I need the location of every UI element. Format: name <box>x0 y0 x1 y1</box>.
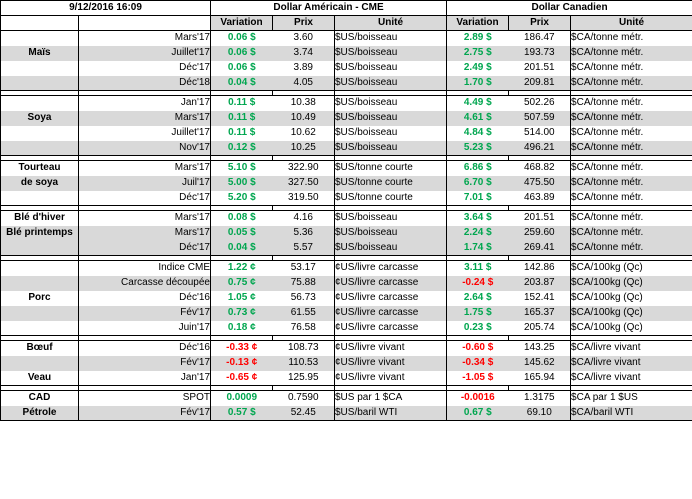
row-variation-cad <box>447 211 509 226</box>
row-variation-usd <box>211 241 273 256</box>
value-positive: 0.23 $ <box>463 321 492 333</box>
table-row <box>1 241 692 256</box>
row-unit-usd: $US/boisseau <box>335 76 447 91</box>
row-variation-cad <box>447 141 509 156</box>
row-price-cad: 145.62 <box>509 356 571 371</box>
row-unit-usd: ¢US/livre vivant <box>335 341 447 356</box>
row-price-cad: 152.41 <box>509 291 571 306</box>
row-variation-cad <box>447 261 509 276</box>
row-price-usd: 319.50 <box>273 191 335 206</box>
row-variation-cad <box>447 406 509 421</box>
row-variation-usd <box>211 356 273 371</box>
value-negative: -0.13 ¢ <box>226 357 258 368</box>
row-contract-term: Indice CME <box>79 261 211 276</box>
value-positive: 1.05 ¢ <box>227 292 256 303</box>
row-variation-cad <box>447 356 509 371</box>
row-price-usd: 10.49 <box>273 111 335 126</box>
row-unit-usd: $US/boisseau <box>335 61 447 76</box>
row-price-usd: 56.73 <box>273 291 335 306</box>
value-positive: 0.05 $ <box>227 227 256 238</box>
row-price-cad: 1.3175 <box>509 391 571 406</box>
row-contract-term: Mars'17 <box>79 226 211 241</box>
row-variation-cad <box>447 341 509 356</box>
row-price-cad: 165.94 <box>509 371 571 386</box>
row-contract-term: Déc'18 <box>79 76 211 91</box>
row-price-usd: 5.57 <box>273 241 335 256</box>
header-spacer-term <box>79 16 211 31</box>
value-positive: 1.74 $ <box>463 241 492 253</box>
row-unit-cad: $CA/tonne métr. <box>571 191 692 206</box>
row-unit-usd: $US/boisseau <box>335 141 447 156</box>
row-variation-cad <box>447 306 509 321</box>
row-price-cad: 209.81 <box>509 76 571 91</box>
row-contract-term: Juillet'17 <box>79 126 211 141</box>
col-header-prix-usd: Prix <box>273 16 335 31</box>
row-unit-cad: $CA/tonne métr. <box>571 31 692 46</box>
row-variation-cad <box>447 76 509 91</box>
row-price-usd: 61.55 <box>273 306 335 321</box>
row-unit-usd: $US/tonne courte <box>335 161 447 176</box>
row-variation-usd <box>211 61 273 76</box>
row-unit-cad: $CA/tonne métr. <box>571 161 692 176</box>
row-variation-cad <box>447 371 509 386</box>
table-row <box>1 391 692 406</box>
value-positive: 0.04 $ <box>227 76 256 88</box>
row-price-cad: 201.51 <box>509 211 571 226</box>
table-row <box>1 406 692 421</box>
row-price-usd: 108.73 <box>273 341 335 356</box>
row-contract-term: Mars'17 <box>79 161 211 176</box>
row-unit-usd: $US/baril WTI <box>335 406 447 421</box>
row-contract-term: Déc'17 <box>79 61 211 76</box>
value-negative: -0.33 ¢ <box>226 342 258 354</box>
row-contract-term: Déc'17 <box>79 241 211 256</box>
value-positive: 0.73 ¢ <box>227 307 256 318</box>
row-price-usd: 4.05 <box>273 76 335 91</box>
row-commodity-label: Soya <box>1 111 79 126</box>
row-commodity-label <box>1 76 79 91</box>
row-variation-usd <box>211 406 273 421</box>
value-positive: 5.00 $ <box>227 177 256 188</box>
row-commodity-label <box>1 321 79 336</box>
row-unit-cad: $CA/tonne métr. <box>571 96 692 111</box>
row-variation-usd <box>211 276 273 291</box>
row-price-cad: 165.37 <box>509 306 571 321</box>
row-variation-cad <box>447 111 509 126</box>
row-price-usd: 110.53 <box>273 356 335 371</box>
row-variation-cad <box>447 126 509 141</box>
table-row <box>1 226 692 241</box>
table-row <box>1 61 692 76</box>
row-contract-term: Déc'17 <box>79 191 211 206</box>
row-commodity-label: Bœuf <box>1 341 79 356</box>
row-contract-term: Mars'17 <box>79 31 211 46</box>
value-positive: 6.86 $ <box>463 162 492 174</box>
row-commodity-label <box>1 261 79 276</box>
value-positive: 1.22 ¢ <box>227 262 256 274</box>
value-positive: 0.06 $ <box>227 62 256 73</box>
row-variation-cad <box>447 291 509 306</box>
header-row-columns <box>1 16 692 31</box>
row-price-cad: 507.59 <box>509 111 571 126</box>
row-unit-cad: $CA/tonne métr. <box>571 126 692 141</box>
row-price-cad: 468.82 <box>509 161 571 176</box>
row-variation-usd <box>211 261 273 276</box>
row-unit-usd: $US par 1 $CA <box>335 391 447 406</box>
value-positive: 0.11 $ <box>228 97 256 109</box>
row-variation-usd <box>211 141 273 156</box>
row-variation-cad <box>447 176 509 191</box>
value-positive: 0.57 $ <box>227 406 256 418</box>
row-price-usd: 327.50 <box>273 176 335 191</box>
report-datetime: 9/12/2016 16:09 <box>1 1 211 16</box>
value-positive: 0.04 $ <box>227 241 256 253</box>
row-price-usd: 4.16 <box>273 211 335 226</box>
row-price-cad: 502.26 <box>509 96 571 111</box>
table-row <box>1 111 692 126</box>
value-positive: 0.06 $ <box>227 47 256 58</box>
row-variation-cad <box>447 321 509 336</box>
row-price-usd: 0.7590 <box>273 391 335 406</box>
row-unit-cad: $CA/tonne métr. <box>571 141 692 156</box>
row-contract-term: Déc'16 <box>79 341 211 356</box>
value-positive: 1.70 $ <box>463 76 492 88</box>
row-unit-usd: $US/boisseau <box>335 31 447 46</box>
row-price-usd: 53.17 <box>273 261 335 276</box>
row-commodity-label: Porc <box>1 291 79 306</box>
row-unit-usd: $US/boisseau <box>335 126 447 141</box>
row-price-usd: 3.89 <box>273 61 335 76</box>
value-positive: 3.11 $ <box>464 262 492 274</box>
row-variation-cad <box>447 191 509 206</box>
col-header-prix-cad: Prix <box>509 16 571 31</box>
value-positive: 0.75 ¢ <box>227 277 256 288</box>
value-positive: 3.64 $ <box>463 212 492 224</box>
row-commodity-label <box>1 241 79 256</box>
row-unit-usd: $US/boisseau <box>335 96 447 111</box>
row-commodity-label: Blé d'hiver <box>1 211 79 226</box>
row-unit-cad: $CA/100kg (Qc) <box>571 321 692 336</box>
row-commodity-label <box>1 191 79 206</box>
row-contract-term: Mars'17 <box>79 211 211 226</box>
row-commodity-label: Tourteau <box>1 161 79 176</box>
row-unit-usd: $US/boisseau <box>335 211 447 226</box>
row-commodity-label <box>1 306 79 321</box>
row-contract-term: Fév'17 <box>79 356 211 371</box>
row-commodity-label: Pétrole <box>1 406 79 421</box>
value-negative: -0.34 $ <box>462 357 494 368</box>
row-price-usd: 5.36 <box>273 226 335 241</box>
value-positive: 5.23 $ <box>463 141 492 153</box>
row-variation-usd <box>211 31 273 46</box>
row-price-cad: 205.74 <box>509 321 571 336</box>
table-row <box>1 161 692 176</box>
row-unit-cad: $CA/100kg (Qc) <box>571 291 692 306</box>
table-header <box>1 1 692 31</box>
value-positive: 2.75 $ <box>463 47 492 58</box>
table-row <box>1 141 692 156</box>
table-row <box>1 46 692 61</box>
table-row <box>1 321 692 336</box>
row-price-cad: 496.21 <box>509 141 571 156</box>
row-variation-usd <box>211 391 273 406</box>
row-variation-usd <box>211 321 273 336</box>
row-variation-usd <box>211 76 273 91</box>
row-price-cad: 269.41 <box>509 241 571 256</box>
row-variation-usd <box>211 46 273 61</box>
row-unit-usd: ¢US/livre vivant <box>335 356 447 371</box>
group-header-usd: Dollar Américain - CME <box>211 1 447 16</box>
row-variation-usd <box>211 341 273 356</box>
row-commodity-label <box>1 61 79 76</box>
row-unit-cad: $CA/livre vivant <box>571 341 692 356</box>
row-contract-term: Jan'17 <box>79 371 211 386</box>
row-price-cad: 514.00 <box>509 126 571 141</box>
row-price-usd: 10.62 <box>273 126 335 141</box>
row-unit-usd: $US/boisseau <box>335 111 447 126</box>
value-positive: 0.06 $ <box>227 32 256 44</box>
row-contract-term: Juin'17 <box>79 321 211 336</box>
table-row <box>1 211 692 226</box>
row-commodity-label: CAD <box>1 391 79 406</box>
col-header-unite-cad: Unité <box>571 16 692 31</box>
row-unit-usd: ¢US/livre carcasse <box>335 306 447 321</box>
value-positive: 2.24 $ <box>463 227 492 238</box>
row-variation-usd <box>211 111 273 126</box>
row-variation-usd <box>211 96 273 111</box>
row-unit-cad: $CA/tonne métr. <box>571 241 692 256</box>
table-row <box>1 176 692 191</box>
table-row <box>1 291 692 306</box>
value-positive: 0.11 $ <box>228 112 256 123</box>
row-price-cad: 203.87 <box>509 276 571 291</box>
table-row <box>1 76 692 91</box>
table-row <box>1 341 692 356</box>
value-negative: -0.0016 <box>460 392 495 404</box>
row-contract-term: Déc'16 <box>79 291 211 306</box>
row-unit-cad: $CA/100kg (Qc) <box>571 261 692 276</box>
row-price-cad: 143.25 <box>509 341 571 356</box>
value-positive: 0.11 $ <box>228 127 256 138</box>
row-contract-term: Mars'17 <box>79 111 211 126</box>
value-positive: 4.49 $ <box>463 97 492 109</box>
value-positive: 2.49 $ <box>463 62 492 73</box>
row-unit-cad: $CA/livre vivant <box>571 371 692 386</box>
row-variation-cad <box>447 276 509 291</box>
row-commodity-label <box>1 356 79 371</box>
row-price-cad: 475.50 <box>509 176 571 191</box>
row-unit-cad: $CA/tonne métr. <box>571 211 692 226</box>
row-price-usd: 3.60 <box>273 31 335 46</box>
row-variation-usd <box>211 126 273 141</box>
row-variation-cad <box>447 391 509 406</box>
row-price-cad: 69.10 <box>509 406 571 421</box>
row-price-usd: 52.45 <box>273 406 335 421</box>
table-body <box>1 31 692 421</box>
row-commodity-label <box>1 126 79 141</box>
row-unit-cad: $CA/tonne métr. <box>571 76 692 91</box>
row-contract-term: Juillet'17 <box>79 46 211 61</box>
row-commodity-label: Maïs <box>1 46 79 61</box>
row-unit-usd: $US/tonne courte <box>335 191 447 206</box>
row-contract-term: SPOT <box>79 391 211 406</box>
row-variation-cad <box>447 241 509 256</box>
table-row <box>1 356 692 371</box>
row-contract-term: Juil'17 <box>79 176 211 191</box>
row-commodity-label: Blé printemps <box>1 226 79 241</box>
row-commodity-label <box>1 31 79 46</box>
row-price-usd: 322.90 <box>273 161 335 176</box>
value-positive: 2.64 $ <box>463 292 492 303</box>
value-positive: 2.89 $ <box>463 32 492 44</box>
row-unit-cad: $CA par 1 $US <box>571 391 692 406</box>
row-price-cad: 201.51 <box>509 61 571 76</box>
row-price-cad: 186.47 <box>509 31 571 46</box>
value-positive: 5.20 $ <box>227 191 256 203</box>
row-commodity-label: de soya <box>1 176 79 191</box>
table-row <box>1 126 692 141</box>
value-positive: 5.10 $ <box>227 162 256 174</box>
row-contract-term: Fév'17 <box>79 306 211 321</box>
row-variation-cad <box>447 161 509 176</box>
group-header-cad: Dollar Canadien <box>447 1 692 16</box>
row-unit-cad: $CA/100kg (Qc) <box>571 306 692 321</box>
row-unit-usd: $US/boisseau <box>335 226 447 241</box>
row-unit-usd: $US/tonne courte <box>335 176 447 191</box>
row-unit-usd: ¢US/livre carcasse <box>335 291 447 306</box>
value-positive: 7.01 $ <box>463 191 492 203</box>
row-price-usd: 75.88 <box>273 276 335 291</box>
row-unit-usd: ¢US/livre carcasse <box>335 321 447 336</box>
value-negative: -0.24 $ <box>462 277 494 288</box>
value-positive: 6.70 $ <box>463 177 492 188</box>
table-row <box>1 191 692 206</box>
row-unit-usd: ¢US/livre carcasse <box>335 261 447 276</box>
value-positive: 0.12 $ <box>227 141 256 153</box>
row-unit-cad: $CA/tonne métr. <box>571 46 692 61</box>
row-price-cad: 463.89 <box>509 191 571 206</box>
row-unit-usd: ¢US/livre vivant <box>335 371 447 386</box>
row-variation-usd <box>211 191 273 206</box>
row-contract-term: Fév'17 <box>79 406 211 421</box>
row-unit-cad: $CA/tonne métr. <box>571 176 692 191</box>
row-variation-usd <box>211 176 273 191</box>
value-positive: 0.08 $ <box>227 212 256 224</box>
row-contract-term: Carcasse découpée <box>79 276 211 291</box>
value-negative: -1.05 $ <box>462 371 494 383</box>
value-positive: 0.0009 <box>226 392 258 404</box>
row-price-cad: 142.86 <box>509 261 571 276</box>
row-price-cad: 193.73 <box>509 46 571 61</box>
value-positive: 4.61 $ <box>463 112 492 123</box>
value-negative: -0.60 $ <box>462 342 494 354</box>
row-price-usd: 76.58 <box>273 321 335 336</box>
row-variation-usd <box>211 226 273 241</box>
row-variation-usd <box>211 211 273 226</box>
value-positive: 0.18 ¢ <box>227 321 256 333</box>
row-unit-cad: $CA/100kg (Qc) <box>571 276 692 291</box>
row-variation-usd <box>211 291 273 306</box>
row-unit-usd: ¢US/livre carcasse <box>335 276 447 291</box>
row-variation-cad <box>447 226 509 241</box>
table-row <box>1 261 692 276</box>
table-row <box>1 371 692 386</box>
row-price-usd: 125.95 <box>273 371 335 386</box>
row-contract-term: Nov'17 <box>79 141 211 156</box>
row-variation-cad <box>447 96 509 111</box>
row-variation-usd <box>211 161 273 176</box>
table-row <box>1 31 692 46</box>
row-unit-usd: $US/boisseau <box>335 46 447 61</box>
col-header-variation-cad: Variation <box>447 16 509 31</box>
row-commodity-label <box>1 276 79 291</box>
row-unit-cad: $CA/livre vivant <box>571 356 692 371</box>
header-row-titles <box>1 1 692 16</box>
value-positive: 1.75 $ <box>463 307 492 318</box>
row-variation-usd <box>211 306 273 321</box>
row-price-cad: 259.60 <box>509 226 571 241</box>
row-unit-cad: $CA/tonne métr. <box>571 61 692 76</box>
row-unit-usd: $US/boisseau <box>335 241 447 256</box>
table-row <box>1 276 692 291</box>
row-variation-usd <box>211 371 273 386</box>
col-header-variation-usd: Variation <box>211 16 273 31</box>
row-price-usd: 10.38 <box>273 96 335 111</box>
table-row <box>1 96 692 111</box>
row-commodity-label <box>1 141 79 156</box>
row-price-usd: 3.74 <box>273 46 335 61</box>
row-variation-cad <box>447 46 509 61</box>
row-commodity-label: Veau <box>1 371 79 386</box>
row-price-usd: 10.25 <box>273 141 335 156</box>
row-variation-cad <box>447 61 509 76</box>
row-unit-cad: $CA/tonne métr. <box>571 111 692 126</box>
row-variation-cad <box>447 31 509 46</box>
row-unit-cad: $CA/baril WTI <box>571 406 692 421</box>
row-contract-term: Jan'17 <box>79 96 211 111</box>
col-header-unite-usd: Unité <box>335 16 447 31</box>
value-negative: -0.65 ¢ <box>226 371 258 383</box>
row-commodity-label <box>1 96 79 111</box>
table-row <box>1 306 692 321</box>
value-positive: 0.67 $ <box>463 406 492 418</box>
row-unit-cad: $CA/tonne métr. <box>571 226 692 241</box>
header-spacer-left <box>1 16 79 31</box>
value-positive: 4.84 $ <box>463 127 492 138</box>
